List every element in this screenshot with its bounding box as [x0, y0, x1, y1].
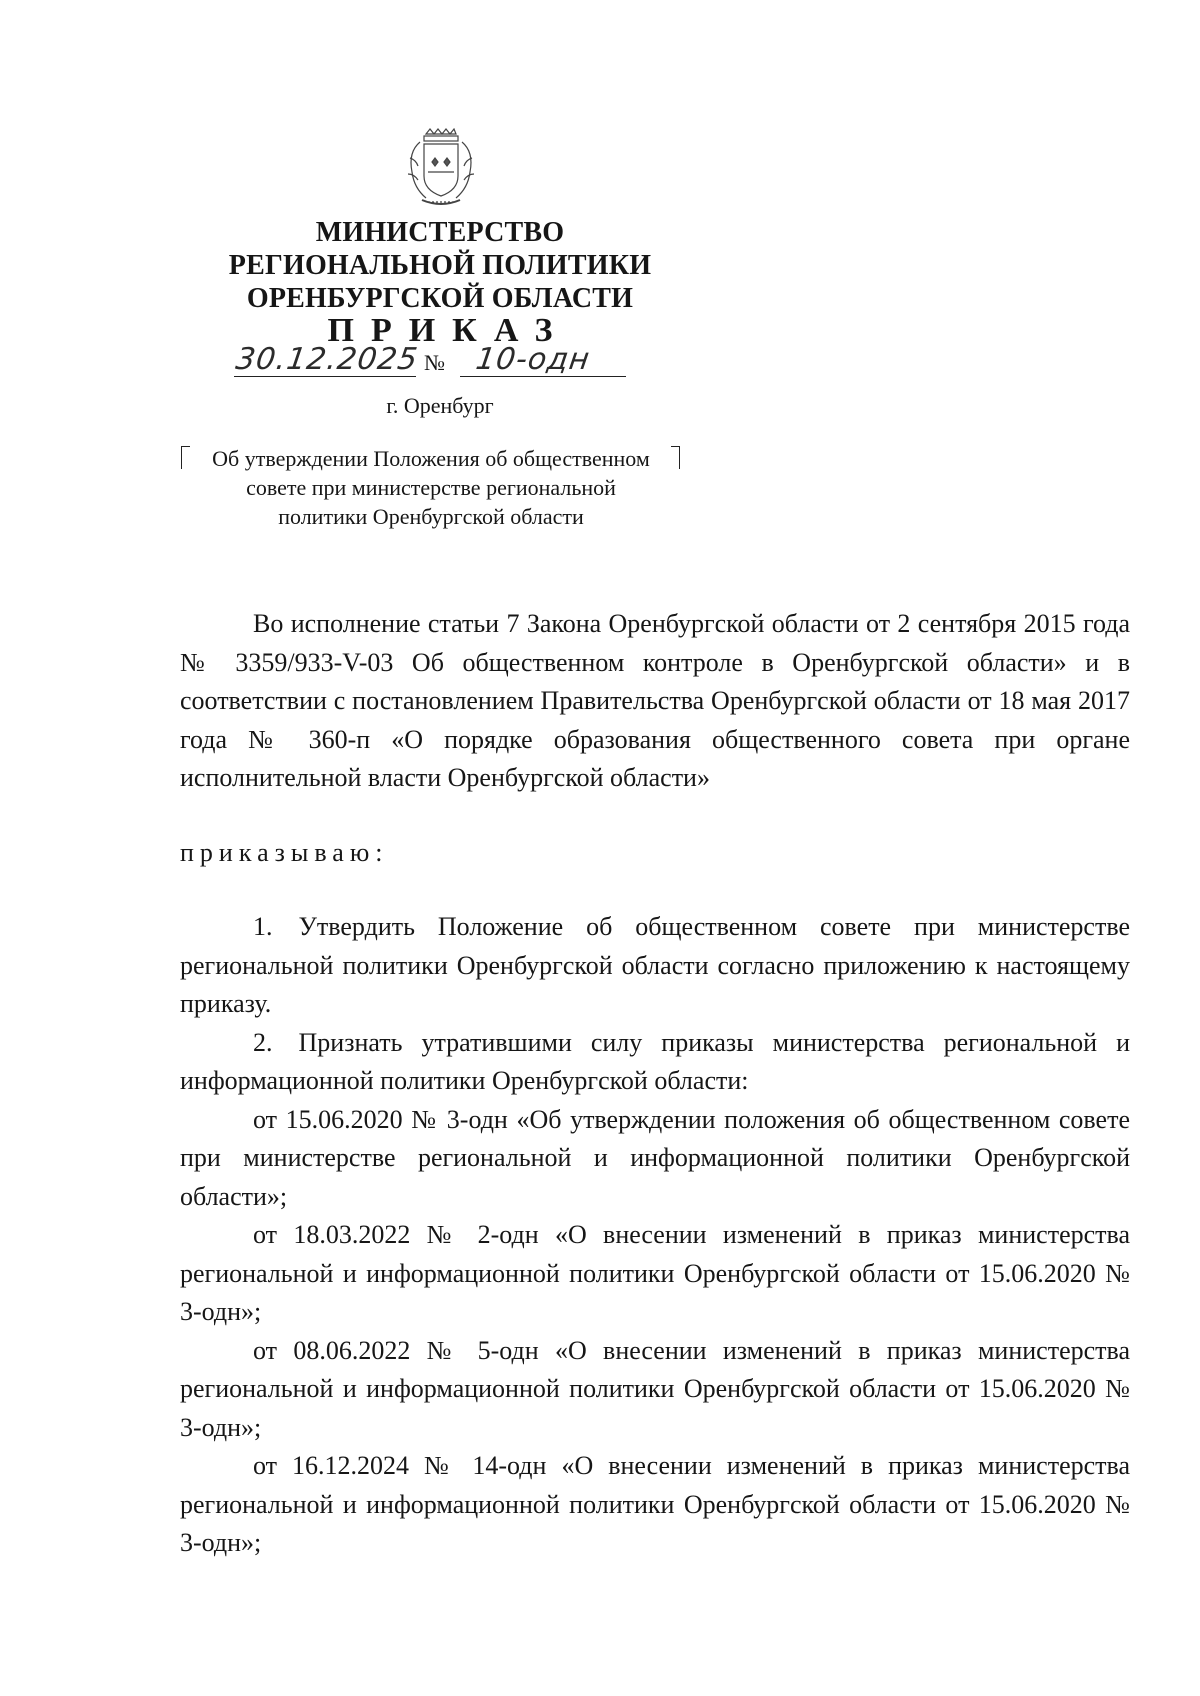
order-date: 30.12.2025 — [233, 342, 421, 377]
repealed-order: от 15.06.2020 № 3-одн «Об утверждении положения об общественном совете при министерстве региональной и информационной политики Оренбургской области»; — [180, 1104, 1130, 1211]
coat-of-arms-icon — [404, 128, 478, 210]
number-sign: № — [424, 350, 445, 375]
order-subject — [186, 444, 676, 531]
repealed-order: от 16.12.2024 № 14-одн «О внесении изменений в приказ министерства региональной и информационной политики Оренбургской области от 15.06.2020 № 3-одн»; — [180, 1451, 1130, 1557]
repealed-order: от 18.03.2022 № 2-одн «О внесении изменений в приказ министерства региональной и информационной политики Оренбургской области от 15.06.2020 № 3-одн»; — [180, 1220, 1130, 1326]
subject-line: совете при министерстве региональной — [246, 475, 616, 500]
city: г. Оренбург — [386, 393, 494, 418]
order-number: 10-одн — [473, 342, 593, 377]
ministry-line: РЕГИОНАЛЬНОЙ ПОЛИТИКИ — [228, 250, 652, 281]
subject-line: политики Оренбургской области — [278, 504, 584, 529]
item-2: 2. Признать утратившими силу приказы министерства региональной и информационной политики Оренбургской области: — [180, 1027, 1130, 1095]
order-body — [180, 605, 1130, 1563]
ministry-line: МИНИСТЕРСТВО — [315, 217, 565, 248]
repealed-order: от 08.06.2022 № 5-одн «О внесении изменений в приказ министерства региональной и информационной политики Оренбургской области от 15.06.2020 № 3-одн»; — [180, 1335, 1130, 1442]
order-word: приказываю: — [180, 837, 389, 867]
item-1: 1. Утвердить Положение об общественном совете при министерстве региональной политики Оренбургской области согласно приложению к настоящему приказу. — [180, 912, 1130, 1018]
ministry-name — [200, 216, 680, 315]
ministry-line: ОРЕНБУРГСКОЙ ОБЛАСТИ — [246, 283, 634, 314]
order-title: ПРИКАЗ — [327, 312, 570, 349]
subject-line: Об утверждении Положения об общественном — [212, 446, 650, 471]
preamble: Во исполнение статьи 7 Закона Оренбургской области от 2 сентября 2015 года № 3359/933-V-03 Об общественном контроле в Оренбургской области» и в соответствии с постановлением Правительства Оренбургской области от 18 мая 2017 года № 360-п «О порядке образования общественного совета при органе исполнительной власти Оренбургской области» — [180, 609, 1130, 792]
